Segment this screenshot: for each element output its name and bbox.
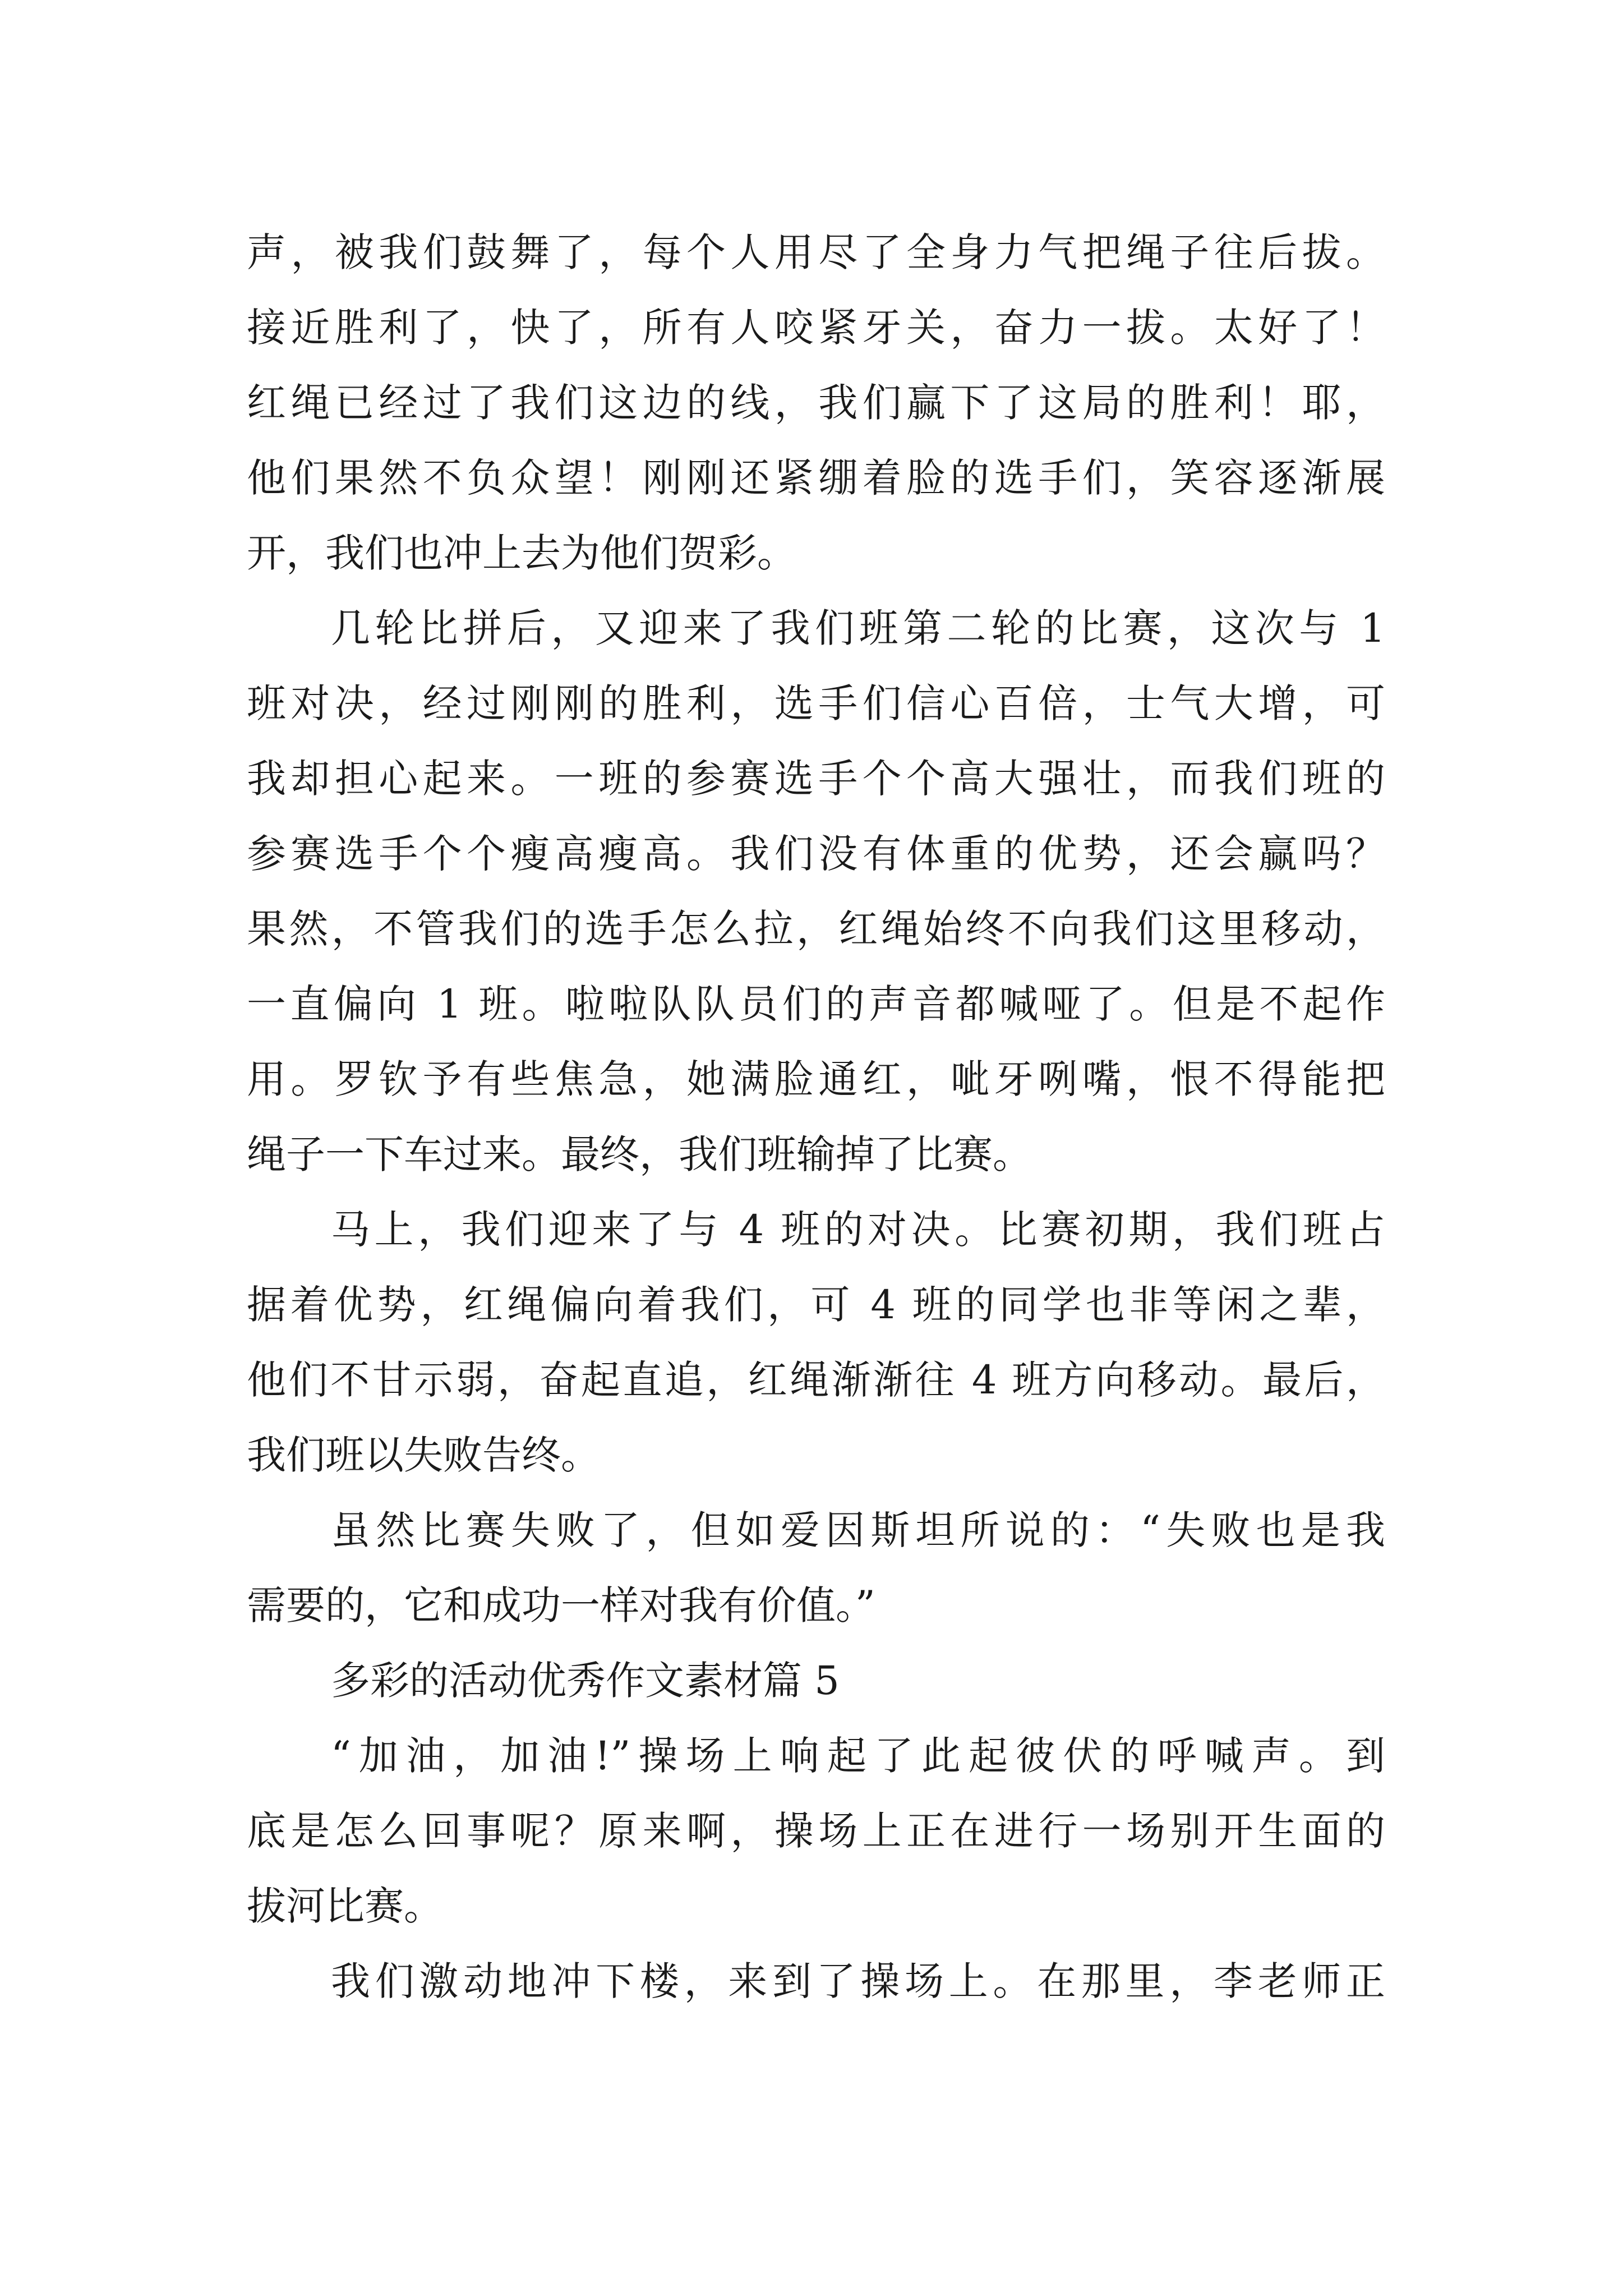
- text-line-13: 绳子一下车过来。最终，我们班输掉了比赛。: [247, 1131, 1032, 1177]
- text-line-3: 红绳已经过了我们这边的线，我们赢下了这局的胜利！耶，: [247, 380, 1385, 426]
- text-line-10: 果然，不管我们的选手怎么拉，红绳始终不向我们这里移动，: [247, 906, 1385, 952]
- text-line-2: 接近胜利了，快了，所有人咬紧牙关，奋力一拔。太好了！: [247, 305, 1385, 351]
- text-line-21: “加油，加油!”操场上响起了此起彼伏的呼喊声。到: [331, 1733, 1385, 1779]
- text-line-1: 声，被我们鼓舞了，每个人用尽了全身力气把绳子往后拔。: [247, 229, 1385, 275]
- section-heading: 多彩的活动优秀作文素材篇 5: [331, 1658, 840, 1704]
- text-line-7: 班对决，经过刚刚的胜利，选手们信心百倍，士气大增，可: [247, 680, 1385, 726]
- text-line-23: 拔河比赛。: [247, 1883, 443, 1929]
- text-line-5: 开，我们也冲上去为他们贺彩。: [247, 530, 796, 576]
- text-line-22: 底是怎么回事呢？原来啊，操场上正在进行一场别开生面的: [247, 1808, 1385, 1854]
- text-line-18: 虽然比赛失败了，但如爱因斯坦所说的：“失败也是我: [331, 1507, 1385, 1553]
- text-line-15: 据着优势，红绳偏向着我们，可 4 班的同学也非等闲之辈，: [247, 1282, 1385, 1328]
- text-line-19: 需要的，它和成功一样对我有价值。”: [247, 1582, 875, 1628]
- text-line-16: 他们不甘示弱，奋起直追，红绳渐渐往 4 班方向移动。最后，: [247, 1357, 1385, 1403]
- text-line-12: 用。罗钦予有些焦急，她满脸通红，呲牙咧嘴，恨不得能把: [247, 1056, 1385, 1102]
- text-line-11: 一直偏向 1 班。啦啦队队员们的声音都喊哑了。但是不起作: [247, 981, 1385, 1027]
- text-line-17: 我们班以失败告终。: [247, 1432, 600, 1478]
- text-line-6: 几轮比拼后，又迎来了我们班第二轮的比赛，这次与 1: [331, 605, 1385, 651]
- text-line-4: 他们果然不负众望！刚刚还紧绷着脸的选手们，笑容逐渐展: [247, 455, 1385, 501]
- text-line-9: 参赛选手个个瘦高瘦高。我们没有体重的优势，还会赢吗？: [247, 831, 1385, 877]
- text-line-24: 我们激动地冲下楼，来到了操场上。在那里，李老师正: [331, 1958, 1385, 2004]
- text-line-8: 我却担心起来。一班的参赛选手个个高大强壮，而我们班的: [247, 756, 1385, 802]
- text-line-14: 马上，我们迎来了与 4 班的对决。比赛初期，我们班占: [331, 1207, 1385, 1253]
